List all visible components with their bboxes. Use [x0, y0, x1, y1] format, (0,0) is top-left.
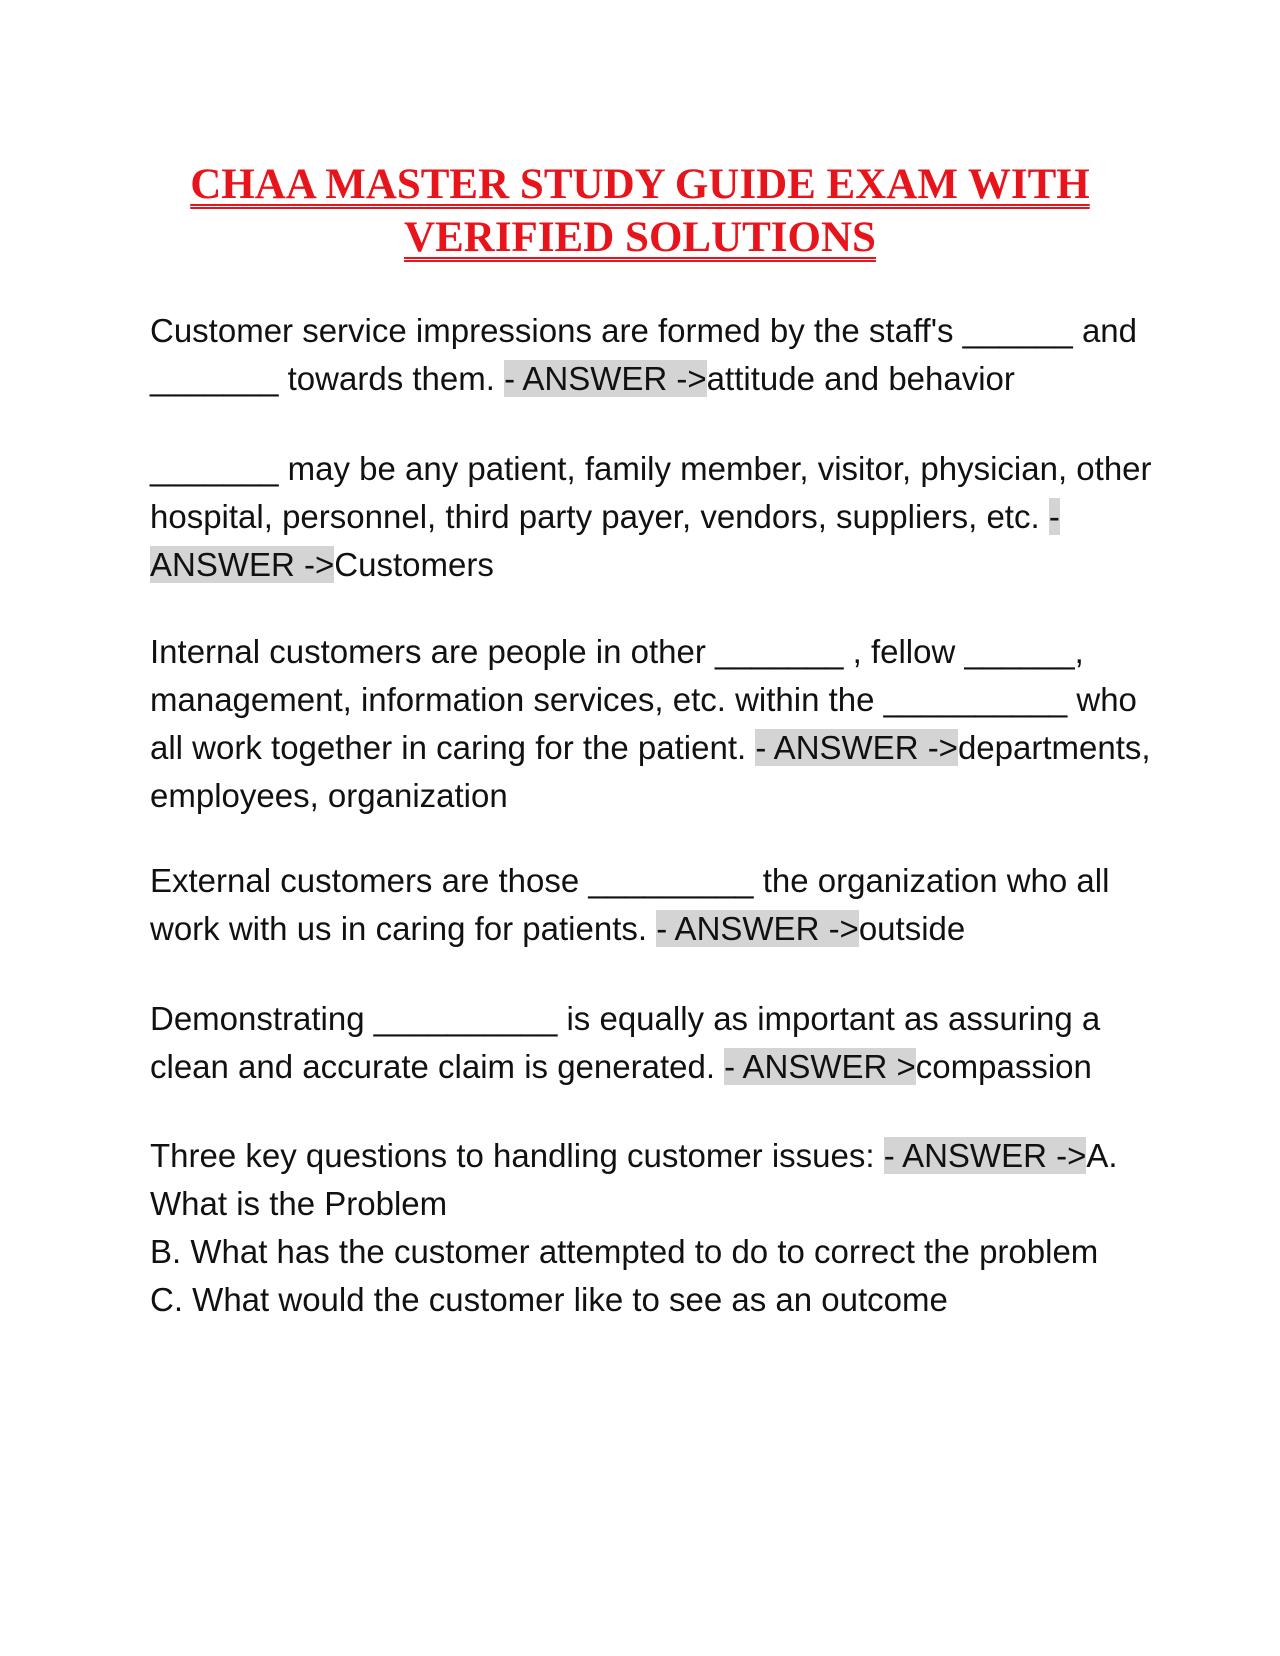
- answer-marker: - ANSWER ->: [150, 498, 1060, 583]
- question-text: Customer service impressions are formed by the staff's ______ and _______ towards them.: [150, 312, 1138, 397]
- answer-option-c: C. What would the customer like to see as an outcome: [150, 1281, 948, 1318]
- question-text: Three key questions to handling customer issues:: [150, 1137, 875, 1174]
- title-line-1: CHAA MASTER STUDY GUIDE EXAM WITH: [190, 161, 1090, 208]
- answer-marker: - ANSWER ->: [504, 360, 707, 397]
- question-1: [150, 307, 1160, 403]
- answer-text: attitude and behavior: [706, 360, 1015, 397]
- answer-text: departments, employees, organization: [150, 729, 1151, 814]
- answer-text: Customers: [334, 546, 494, 583]
- question-2: [150, 445, 1160, 589]
- answer-marker: - ANSWER >: [724, 1048, 916, 1085]
- question-text: Internal customers are people in other _______ , fellow ______, management, information services, etc. within the __________ who all work together in caring for the patient.: [150, 633, 1137, 766]
- question-5: [150, 995, 1160, 1091]
- question-text: Demonstrating __________ is equally as important as assuring a clean and accurate claim is generated.: [150, 1000, 1101, 1085]
- document-title: [100, 158, 1180, 264]
- question-3: [150, 628, 1160, 820]
- answer-text: A. What is the Problem: [150, 1137, 1118, 1222]
- answer-marker: - ANSWER ->: [883, 1137, 1087, 1174]
- question-text: External customers are those _________ the organization who all work with us in caring for patients.: [150, 862, 1110, 947]
- question-6: [150, 1132, 1160, 1324]
- answer-text: outside: [858, 910, 966, 947]
- answer-marker: - ANSWER ->: [656, 910, 859, 947]
- question-4: [150, 857, 1160, 953]
- answer-text: compassion: [915, 1048, 1092, 1085]
- answer-marker: - ANSWER ->: [755, 729, 958, 766]
- title-line-2: VERIFIED SOLUTIONS: [404, 214, 876, 261]
- question-text: _______ may be any patient, family member, visitor, physician, other hospital, personnel, third party payer, vendors, suppliers, etc.: [150, 450, 1152, 535]
- answer-option-b: B. What has the customer attempted to do to correct the problem: [150, 1233, 1099, 1270]
